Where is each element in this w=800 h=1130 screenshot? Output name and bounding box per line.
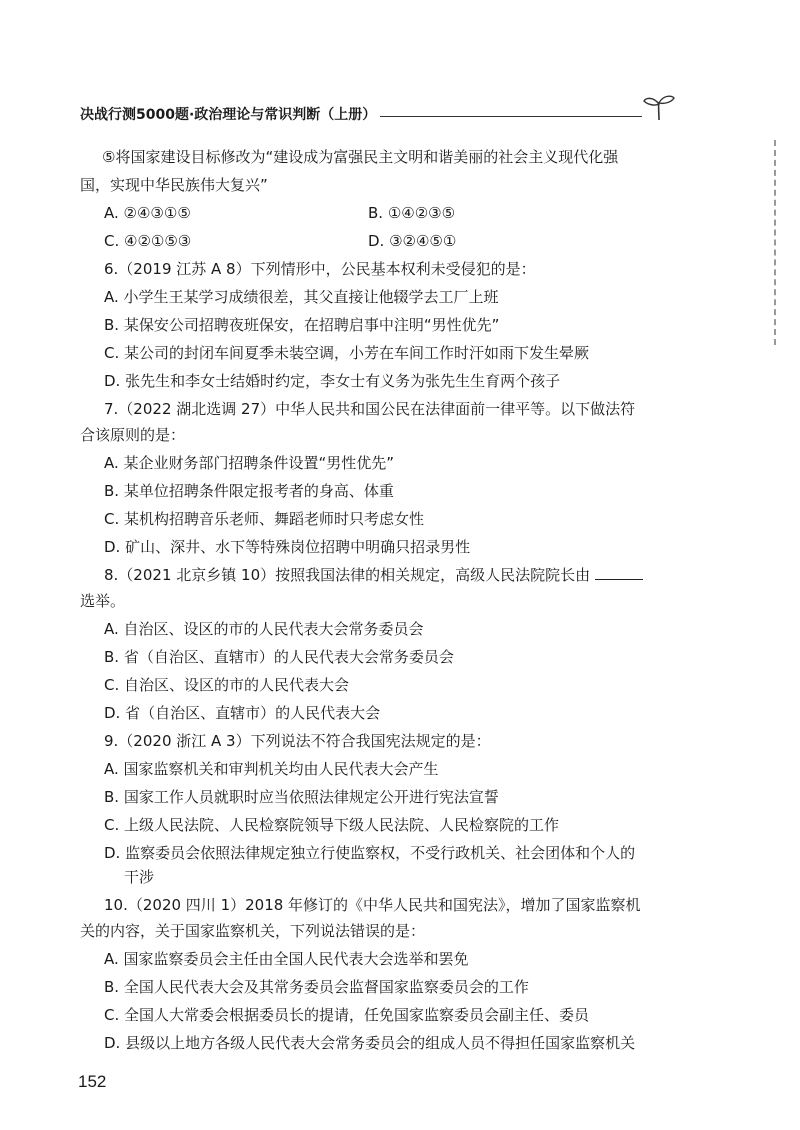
q9-option-d-line2: 干涉 [124, 868, 155, 886]
q10-option-b: B. 全国人民代表大会及其常务委员会监督国家监察委员会的工作 [104, 978, 529, 996]
q7-option-b: B. 某单位招聘条件限定报考者的身高、体重 [104, 482, 394, 500]
q5-option-d: D. ③②④⑤① [368, 232, 457, 250]
book-title: 决战行测5000题·政治理论与常识判断（上册） [80, 107, 377, 123]
q9-option-d-line1: D. 监察委员会依照法律规定独立行使监察权，不受行政机关、社会团体和个人的 [104, 844, 636, 862]
q7-option-d: D. 矿山、深井、水下等特殊岗位招聘中明确只招录男性 [104, 538, 471, 556]
answer-blank [595, 565, 643, 580]
q5-option-c: C. ④②①⑤③ [104, 232, 192, 250]
page-number: 152 [78, 1072, 107, 1091]
q5-option-a: A. ②④③①⑤ [104, 204, 191, 222]
q10-option-c: C. 全国人大常委会根据委员长的提请，任免国家监察委员会副主任、委员 [104, 1006, 590, 1024]
q6-stem: 6.（2019 江苏 A 8）下列情形中，公民基本权利未受侵犯的是： [104, 260, 536, 278]
q10-option-a: A. 国家监察委员会主任由全国人民代表大会选举和罢免 [104, 950, 469, 968]
q7-option-a: A. 某企业财务部门招聘条件设置“男性优先” [104, 454, 395, 472]
q8-stem-text: 8.（2021 北京乡镇 10）按照我国法律的相关规定，高级人民法院院长由 [104, 566, 591, 584]
q10-stem-line1: 10.（2020 四川 1）2018 年修订的《中华人民共和国宪法》，增加了国家监察机 [104, 896, 641, 914]
q9-stem: 9.（2020 浙江 A 3）下列说法不符合我国宪法规定的是： [104, 732, 491, 750]
q5-item5-line1: ⑤将国家建设目标修改为“建设成为富强民主文明和谐美丽的社会主义现代化强 [102, 148, 619, 166]
q8-stem-line1 [104, 564, 800, 586]
q5-option-b: B. ①④②③⑤ [368, 204, 456, 222]
q5-item5-line2: 国，实现中华民族伟大复兴” [80, 176, 268, 194]
q10-stem-line2: 关的内容，关于国家监察机关，下列说法错误的是： [80, 922, 426, 940]
q6-option-c: C. 某公司的封闭车间夏季未装空调，小芳在车间工作时汗如雨下发生晕厥 [104, 344, 590, 362]
q9-option-b: B. 国家工作人员就职时应当依照法律规定公开进行宪法宣誓 [104, 788, 499, 806]
q8-option-a: A. 自治区、设区的市的人民代表大会常务委员会 [104, 620, 424, 638]
q9-option-c: C. 上级人民法院、人民检察院领导下级人民法院、人民检察院的工作 [104, 816, 560, 834]
q7-stem-line1: 7.（2022 湖北选调 27）中华人民共和国公民在法律面前一律平等。以下做法符 [104, 400, 636, 418]
q8-option-d: D. 省（自治区、直辖市）的人民代表大会 [104, 704, 381, 722]
q7-stem-line2: 合该原则的是： [80, 426, 186, 444]
q8-option-b: B. 省（自治区、直辖市）的人民代表大会常务委员会 [104, 648, 454, 666]
q8-stem-line2: 选举。 [80, 592, 126, 610]
q6-option-d: D. 张先生和李女士结婚时约定，李女士有义务为张先生生育两个孩子 [104, 372, 561, 390]
q10-option-d: D. 县级以上地方各级人民代表大会常务委员会的组成人员不得担任国家监察机关 [104, 1034, 636, 1052]
q6-option-a: A. 小学生王某学习成绩很差，其父直接让他辍学去工厂上班 [104, 288, 499, 306]
q9-option-a: A. 国家监察机关和审判机关均由人民代表大会产生 [104, 760, 439, 778]
q7-option-c: C. 某机构招聘音乐老师、舞蹈老师时只考虑女性 [104, 510, 425, 528]
q8-option-c: C. 自治区、设区的市的人民代表大会 [104, 676, 350, 694]
q6-option-b: B. 某保安公司招聘夜班保安，在招聘启事中注明“男性优先” [104, 316, 500, 334]
